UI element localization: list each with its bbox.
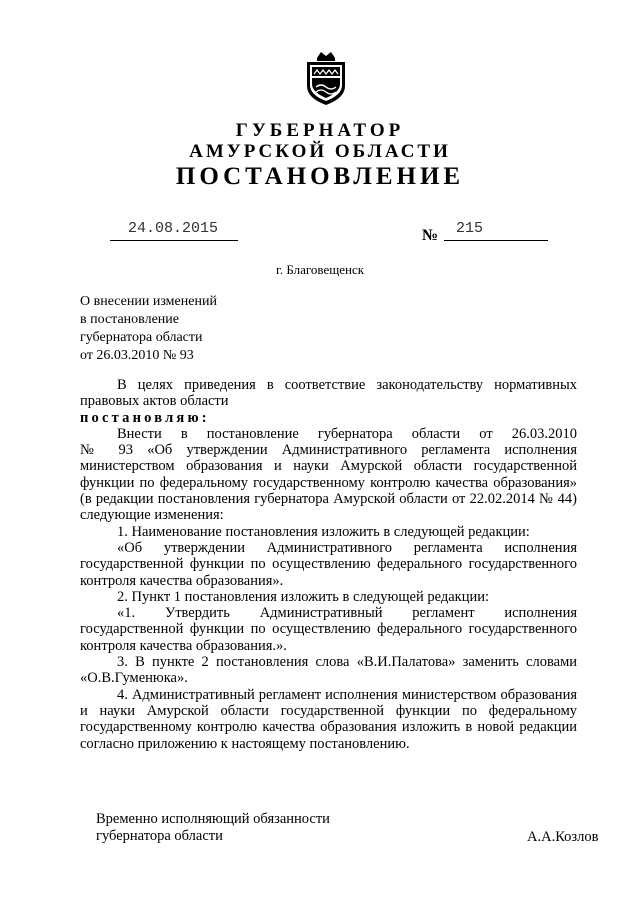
number-underline <box>444 240 548 241</box>
subject-line: от 26.03.2010 № 93 <box>80 348 194 363</box>
subject-line: О внесении изменений <box>80 294 217 309</box>
number-sign: № <box>422 227 439 244</box>
paragraph: министерством образования и науки Амурской области государственной функции по федеральному государственному контролю качества образования» (в редакции постановления губернатора Амурской области от 22.02.2014 № 44) следующие изменения: <box>80 458 577 524</box>
signatory-title-line: губернатора области <box>96 828 223 844</box>
paragraph-line: Внести в постановление губернатора области от 26.03.2010 <box>117 425 577 442</box>
header-region: АМУРСКОЙ ОБЛАСТИ <box>189 141 451 162</box>
coat-of-arms-emblem <box>304 50 348 106</box>
decree-word: постановляю: <box>80 409 210 426</box>
signatory-title <box>96 811 330 845</box>
item-1-text: «Об утверждении Административного регламента исполнения государственной функции по осуществлению федерального государственного контроля качества образования». <box>80 539 577 589</box>
item-3: 3. В пункте 2 постановления слова «В.И.Палатова» заменить словами «О.В.Гуменюка». <box>80 654 577 687</box>
header-governor: ГУБЕРНАТОР <box>235 120 405 141</box>
decree-body <box>80 377 577 752</box>
header-decree-title: ПОСТАНОВЛЕНИЕ <box>175 163 465 190</box>
preamble-line: В целях приведения в соответствие законодательству нормативных <box>117 377 577 393</box>
subject-line: губернатора области <box>80 330 203 345</box>
item-2-text: «1. Утвердить Административный регламент исполнения государственной функции по осуществлению федерального государственного контроля качества образования.». <box>80 605 577 654</box>
preamble-line: правовых актов области <box>80 393 229 410</box>
date-underline <box>110 240 238 241</box>
paragraph-line: № 93 «Об утверждении Административного регламента исполнения <box>80 442 577 459</box>
decree-number: 215 <box>456 220 484 237</box>
city: г. Благовещенск <box>275 262 365 277</box>
signatory-name: А.А.Козлов <box>527 829 599 845</box>
subject-line: в постановление <box>80 312 179 327</box>
decree-subject <box>80 293 217 365</box>
item-4: 4. Административный регламент исполнения министерством образования и науки Амурской области государственной функции по федеральному государственному контролю качества образования изложить в новой редакции согласно приложению к настоящему постановлению. <box>80 686 577 752</box>
item-2: 2. Пункт 1 постановления изложить в следующей редакции: <box>117 588 490 605</box>
item-1: 1. Наименование постановления изложить в следующей редакции: <box>117 523 530 540</box>
signatory-title-line: Временно исполняющий обязанности <box>96 811 330 827</box>
decree-date: 24.08.2015 <box>128 220 219 237</box>
